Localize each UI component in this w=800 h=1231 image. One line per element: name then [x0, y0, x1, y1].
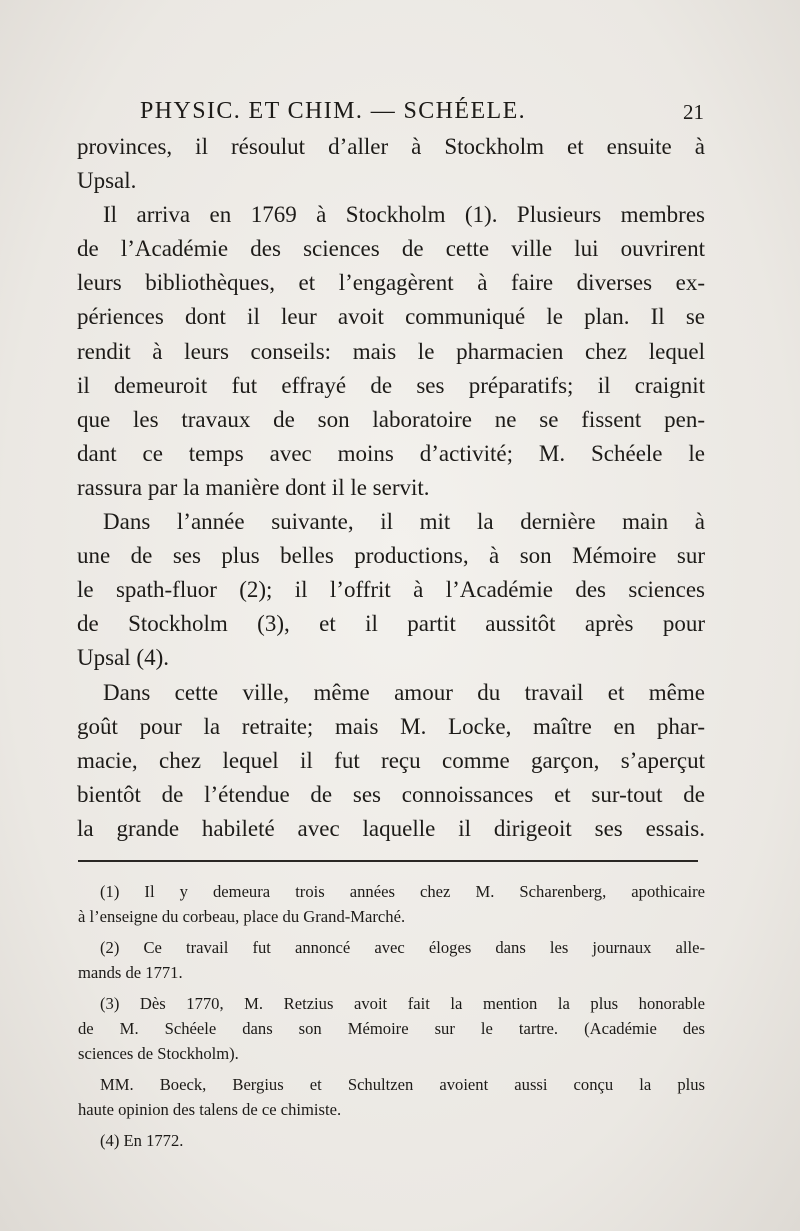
footnote-line: (1) Il y demeura trois années chez M. Scharenberg, apothicaire [100, 882, 705, 901]
text-line: provinces, il résoulut d’aller à Stockholm et ensuite à [77, 134, 705, 159]
footnote-line: à l’enseigne du corbeau, place du Grand-Marché. [78, 907, 406, 926]
footnote-2 [78, 935, 705, 985]
text-line: rendit à leurs conseils: mais le pharmacien chez lequel [77, 338, 705, 364]
footnotes [78, 879, 705, 1159]
text-line: Upsal. [77, 168, 137, 194]
footnote-line: sciences de Stockholm). [78, 1044, 239, 1063]
text-line: la grande habileté avec laquelle il dirigeoit ses essais. [77, 815, 705, 841]
text-line: de Stockholm (3), et il partit aussitôt après pour [77, 611, 705, 637]
footnote-separator [78, 860, 698, 862]
footnote-line: de M. Schéele dans son Mémoire sur le tartre. (Académie des [78, 1019, 705, 1038]
page-number: 21 [683, 100, 704, 124]
text-line: le spath-fluor (2); il l’offrit à l’Académie des sciences [77, 577, 705, 603]
paragraph-2 [77, 198, 705, 505]
text-line: Upsal (4). [77, 645, 169, 671]
footnote-3-continued [78, 1072, 705, 1122]
text-line: Dans cette ville, même amour du travail et même [103, 679, 705, 705]
footnote-line: (3) Dès 1770, M. Retzius avoit fait la mention la plus honorable [100, 994, 705, 1013]
footnote-line: mands de 1771. [78, 963, 183, 982]
text-line: Il arriva en 1769 à Stockholm (1). Plusieurs membres [103, 202, 705, 228]
page-header [78, 98, 704, 132]
running-head: PHYSIC. ET CHIM. — SCHÉELE. [140, 98, 527, 124]
paragraph-1 [77, 130, 705, 198]
text-line: Dans l’année suivante, il mit la dernière main à [103, 509, 705, 535]
paragraph-4 [77, 676, 705, 846]
text-line: goût pour la retraite; mais M. Locke, maître en phar- [77, 713, 705, 739]
text-line: dant ce temps avec moins d’activité; M. Schéele le [77, 440, 705, 466]
body-text [77, 130, 705, 846]
footnote-1 [78, 879, 705, 929]
text-line: bientôt de l’étendue de ses connoissances et sur-tout de [77, 781, 705, 807]
text-line: rassura par la manière dont il le servit. [77, 474, 430, 500]
text-line: macie, chez lequel il fut reçu comme garçon, s’aperçut [77, 747, 705, 773]
footnote-line: (4) En 1772. [100, 1131, 184, 1150]
footnote-line: (2) Ce travail fut annoncé avec éloges dans les journaux alle- [100, 938, 705, 957]
footnote-4 [78, 1128, 705, 1153]
text-line: une de ses plus belles productions, à son Mémoire sur [77, 543, 705, 569]
footnote-3 [78, 991, 705, 1066]
paragraph-3 [77, 505, 705, 675]
text-line: de l’Académie des sciences de cette ville lui ouvrirent [77, 236, 705, 262]
footnote-line: MM. Boeck, Bergius et Schultzen avoient aussi conçu la plus [100, 1075, 705, 1094]
text-line: que les travaux de son laboratoire ne se fissent pen- [77, 406, 705, 432]
text-line: il demeuroit fut effrayé de ses préparatifs; il craignit [77, 372, 705, 398]
footnote-line: haute opinion des talens de ce chimiste. [78, 1100, 342, 1119]
text-line: périences dont il leur avoit communiqué le plan. Il se [77, 304, 705, 330]
text-line: leurs bibliothèques, et l’engagèrent à faire diverses ex- [77, 270, 705, 296]
